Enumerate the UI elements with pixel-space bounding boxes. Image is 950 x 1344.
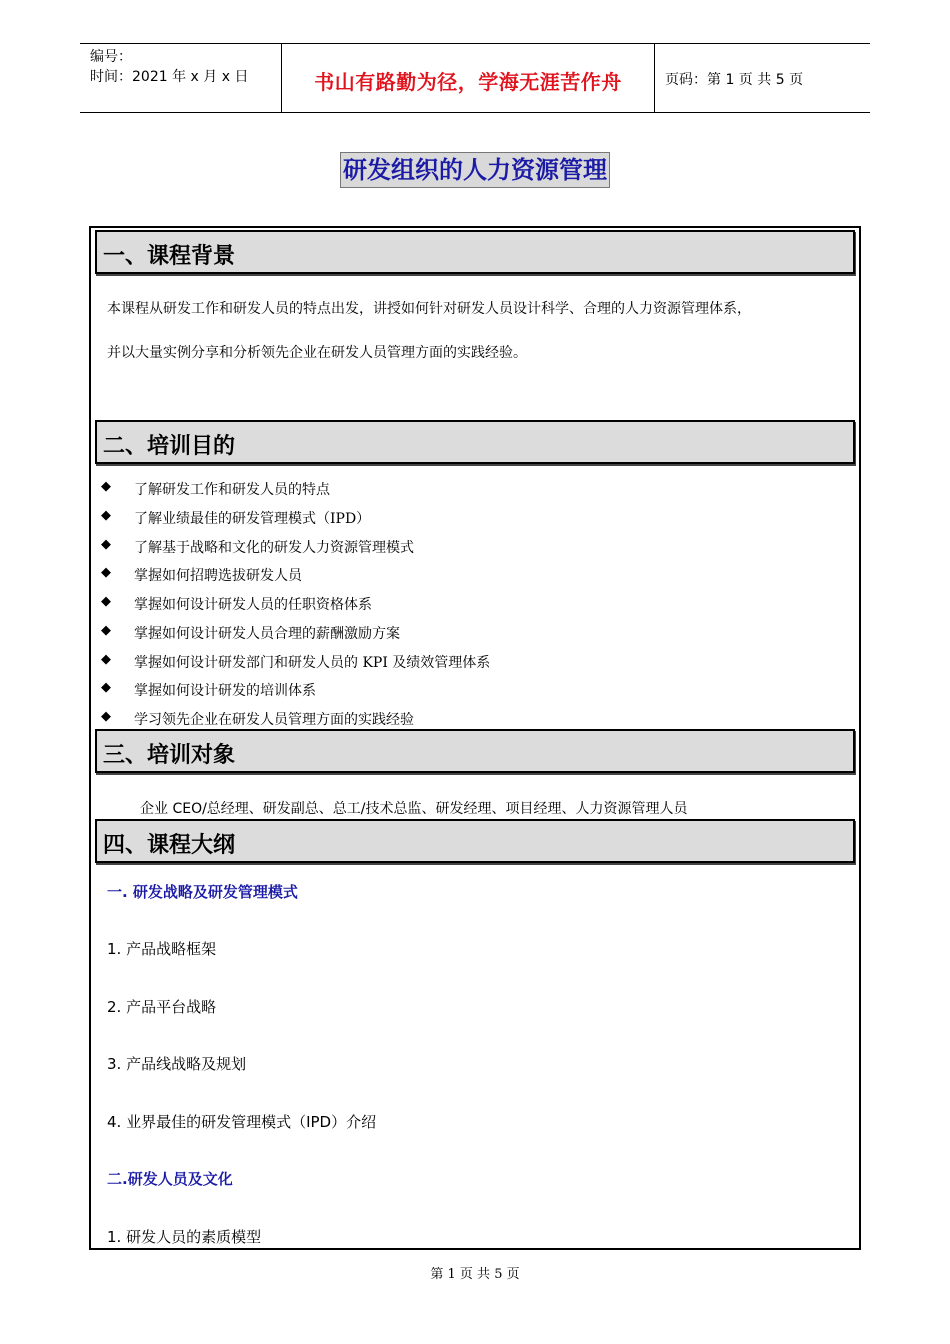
section-heading-text: 一、课程背景 xyxy=(103,244,236,269)
outline-item: 1. 产品战略框架 xyxy=(107,940,217,958)
diamond-bullet-icon: ◆ xyxy=(101,680,111,695)
goal-item-text: 了解业绩最佳的研发管理模式（IPD） xyxy=(134,511,371,527)
page-header xyxy=(80,43,870,113)
outline-part-2-title: 二.研发人员及文化 xyxy=(107,1170,233,1188)
goal-item-text: 掌握如何招聘选拔研发人员 xyxy=(134,568,302,584)
diamond-bullet-icon: ◆ xyxy=(101,709,111,724)
title-text: 研发组织的人力资源管理 xyxy=(340,152,610,188)
diamond-bullet-icon: ◆ xyxy=(101,652,111,667)
goal-item-text: 了解研发工作和研发人员的特点 xyxy=(134,482,330,498)
section-heading-text: 四、课程大纲 xyxy=(103,833,236,858)
section-heading-goals xyxy=(95,420,855,464)
diamond-bullet-icon: ◆ xyxy=(101,537,111,552)
audience-text: 企业 CEO/总经理、研发副总、总工/技术总监、研发经理、项目经理、人力资源管理人员 xyxy=(140,801,688,817)
page-info: 页码：第 1 页 共 5 页 xyxy=(665,72,804,88)
section-heading-text: 二、培训目的 xyxy=(103,434,236,459)
number-label: 编号： xyxy=(90,49,132,65)
outline-part-1-title: 一. 研发战略及研发管理模式 xyxy=(107,883,298,901)
page-footer: 第 1 页 共 5 页 xyxy=(430,1267,520,1282)
outline-item: 1. 研发人员的素质模型 xyxy=(107,1228,262,1246)
background-line-1: 本课程从研发工作和研发人员的特点出发，讲授如何针对研发人员设计科学、合理的人力资源管理体系， xyxy=(107,301,751,317)
goal-item-text: 掌握如何设计研发人员的任职资格体系 xyxy=(134,597,372,613)
diamond-bullet-icon: ◆ xyxy=(101,565,111,580)
header-meta-cell xyxy=(80,44,282,112)
outline-item: 2. 产品平台战略 xyxy=(107,998,217,1016)
outline-item: 3. 产品线战略及规划 xyxy=(107,1055,247,1073)
content-frame xyxy=(89,226,861,1250)
diamond-bullet-icon: ◆ xyxy=(101,594,111,609)
section-heading-outline xyxy=(95,819,855,863)
goal-item-text: 学习领先企业在研发人员管理方面的实践经验 xyxy=(134,712,414,728)
time-label: 时间：2021 年 x 月 x 日 xyxy=(90,69,249,85)
diamond-bullet-icon: ◆ xyxy=(101,508,111,523)
goal-item-text: 掌握如何设计研发部门和研发人员的 KPI 及绩效管理体系 xyxy=(134,655,491,671)
document-title xyxy=(0,152,950,188)
goal-item-text: 掌握如何设计研发人员合理的薪酬激励方案 xyxy=(134,626,400,642)
motto: 书山有路勤为径，学海无涯苦作舟 xyxy=(314,70,622,94)
background-line-2: 并以大量实例分享和分析领先企业在研发人员管理方面的实践经验。 xyxy=(107,345,527,361)
goal-item-text: 掌握如何设计研发的培训体系 xyxy=(134,683,316,699)
header-motto-cell xyxy=(282,44,655,112)
section-heading-background xyxy=(95,230,855,274)
goal-item-text: 了解基于战略和文化的研发人力资源管理模式 xyxy=(134,540,414,556)
diamond-bullet-icon: ◆ xyxy=(101,623,111,638)
header-page-cell xyxy=(655,44,870,112)
diamond-bullet-icon: ◆ xyxy=(101,479,111,494)
outline-item: 4. 业界最佳的研发管理模式（IPD）介绍 xyxy=(107,1113,377,1131)
section-heading-text: 三、培训对象 xyxy=(103,743,236,768)
section-heading-audience xyxy=(95,729,855,773)
